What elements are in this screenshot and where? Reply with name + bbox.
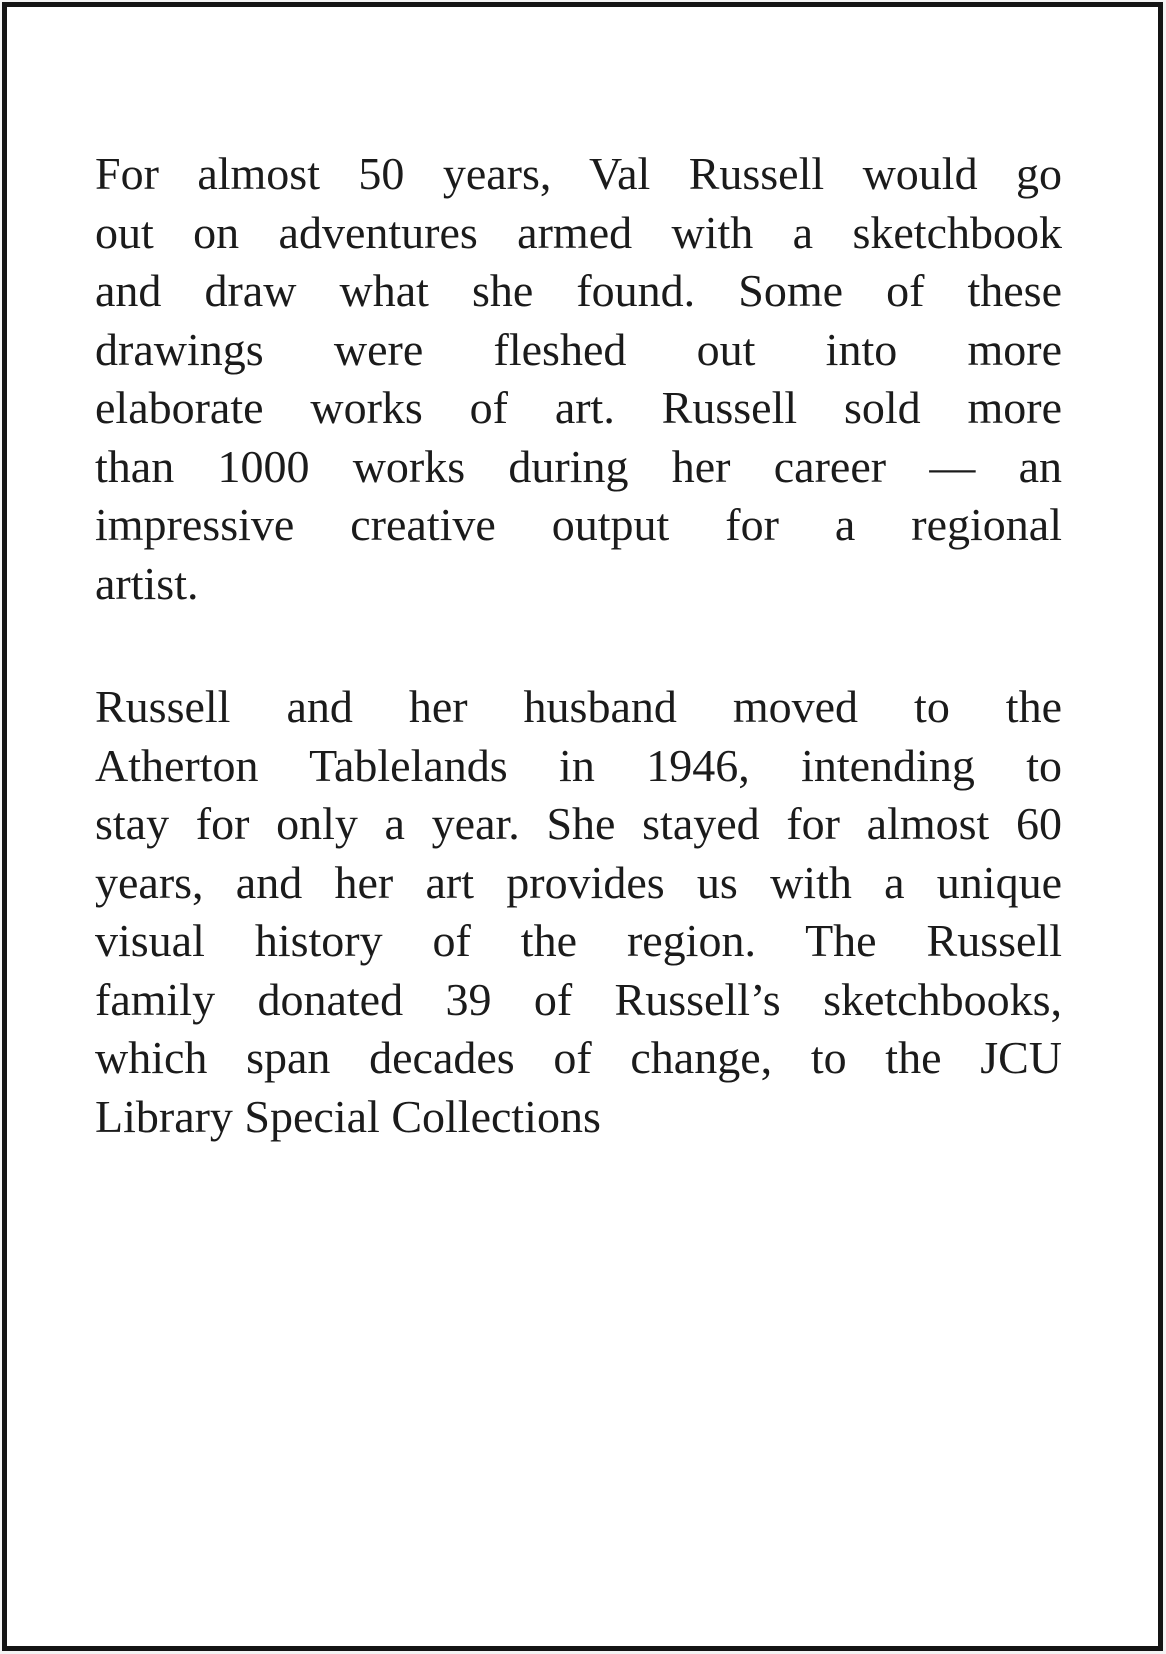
text-line: than 1000 works during her career — an <box>95 440 1062 492</box>
text-line: out on adventures armed with a sketchbook <box>95 206 1062 258</box>
text-line: visual history of the region. The Russell <box>95 915 1062 966</box>
text-line: drawings were fleshed out into more <box>95 323 1062 375</box>
page-border <box>2 2 1163 1651</box>
text-line: artist. <box>95 557 199 609</box>
text-line: Library Special Collections <box>95 1090 601 1142</box>
text-line: elaborate works of art. Russell sold more <box>95 382 1062 433</box>
text-line: stay for only a year. She stayed for almost 60 <box>95 798 1062 849</box>
text-line: impressive creative output for a regional <box>95 499 1062 550</box>
text-line: Russell and her husband moved to the <box>95 681 1062 732</box>
text-block <box>7 7 1158 1146</box>
text-line: family donated 39 of Russell’s sketchbooks, <box>95 973 1062 1025</box>
text-line: For almost 50 years, Val Russell would go <box>95 148 1062 199</box>
paragraph <box>95 145 1062 613</box>
text-line: and draw what she found. Some of these <box>95 265 1062 316</box>
text-line: which span decades of change, to the JCU <box>95 1032 1062 1083</box>
paragraph <box>95 678 1062 1146</box>
text-line: years, and her art provides us with a unique <box>95 856 1062 908</box>
text-line: Atherton Tablelands in 1946, intending to <box>95 739 1062 791</box>
